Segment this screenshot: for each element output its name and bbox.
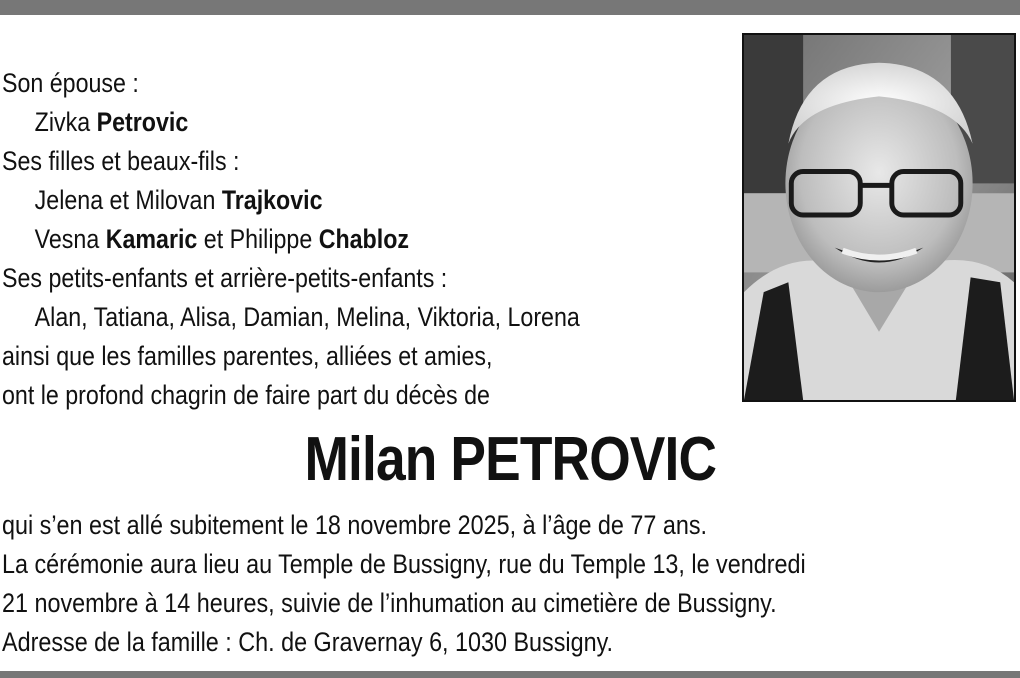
bottom-rule <box>0 671 1020 678</box>
text: et Philippe <box>197 224 319 254</box>
surname: Kamaric <box>105 224 198 254</box>
surname: Chabloz <box>318 224 409 254</box>
surname: Petrovic <box>96 107 189 137</box>
deceased-name-text: Milan PETROVIC <box>304 425 716 494</box>
text: Ses filles et beaux-fils : <box>2 146 240 176</box>
details-line-passing <box>2 506 881 545</box>
intro-line-grandchildren-heading <box>2 259 638 298</box>
portrait-photo <box>742 33 1016 402</box>
text: La cérémonie aura lieu au Temple de Bussigny, rue du Temple 13, le vendredi <box>2 549 806 579</box>
text: 21 novembre à 14 heures, suivie de l’inhumation au cimetière de Bussigny. <box>2 588 777 618</box>
announcement-details <box>2 506 1018 662</box>
deceased-name <box>0 420 1020 500</box>
intro-line-grandchildren <box>2 298 638 337</box>
text: ainsi que les familles parentes, alliées et amies, <box>2 341 493 371</box>
intro-line-daughter-1 <box>2 181 638 220</box>
text: Son épouse : <box>2 68 139 98</box>
text: Adresse de la famille : Ch. de Gravernay 6, 1030 Bussigny. <box>2 627 614 657</box>
text: Alan, Tatiana, Alisa, Damian, Melina, Viktoria, Lorena <box>34 302 580 332</box>
text: ont le profond chagrin de faire part du décès de <box>2 380 490 410</box>
intro-line-spouse-heading <box>2 64 638 103</box>
surname: Trajkovic <box>221 185 323 215</box>
details-line-address <box>2 623 881 662</box>
announcement-intro <box>2 64 742 415</box>
intro-line-daughters-heading <box>2 142 638 181</box>
intro-line-daughter-2 <box>2 220 638 259</box>
text: Vesna <box>34 224 106 254</box>
portrait-image <box>744 35 1014 400</box>
text: Ses petits-enfants et arrière-petits-enfants : <box>2 263 448 293</box>
intro-line-announcement <box>2 376 638 415</box>
details-line-burial <box>2 584 881 623</box>
intro-line-families <box>2 337 638 376</box>
text: Jelena et Milovan <box>34 185 222 215</box>
text: Zivka <box>34 107 97 137</box>
text: qui s’en est allé subitement le 18 novembre 2025, à l’âge de 77 ans. <box>2 510 708 540</box>
top-rule <box>0 0 1020 15</box>
details-line-ceremony <box>2 545 881 584</box>
intro-line-spouse <box>2 103 638 142</box>
